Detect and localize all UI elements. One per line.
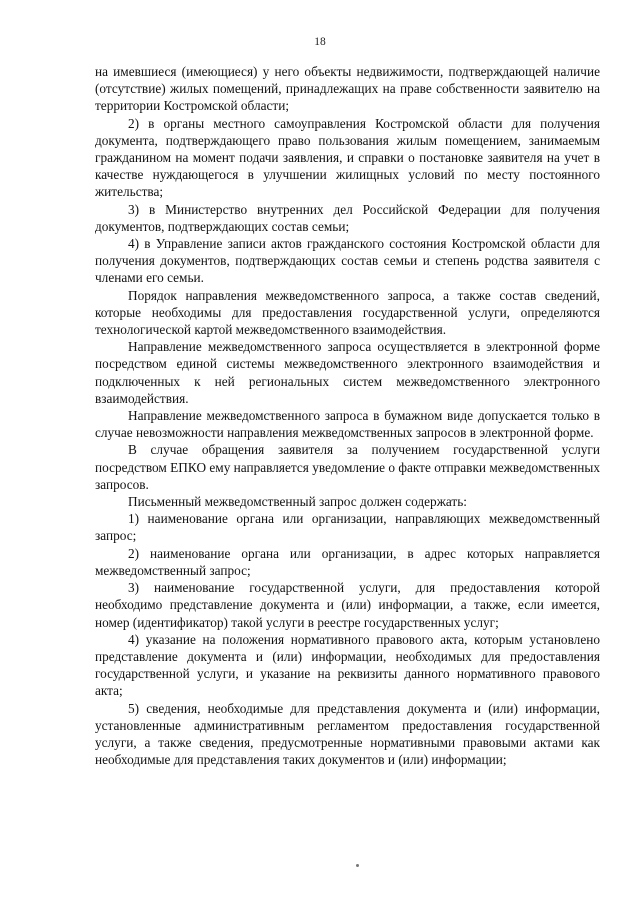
paragraph: 2) в органы местного самоуправления Костромской области для получения документа, подтверждающего право пользования жилым помещением, занимаемым гражданином на момент подачи заявления, и справки о постановке заявителя на учет в качестве нуждающегося в улучшении жилищных условий по месту постоянного жительства; [95, 115, 600, 200]
paragraph: Письменный межведомственный запрос должен содержать: [128, 494, 468, 510]
list-item: 2) наименование органа или организации, в адрес которых направляется межведомственный запрос; [95, 545, 600, 578]
list-item: 3) наименование государственной услуги, для предоставления которой необходимо представление документа и (или) информации, а также, если имеется, номер (идентификатор) такой услуги в реестре государственных услуг; [95, 580, 600, 630]
paragraph: Порядок направления межведомственного запроса, а также состав сведений, которые необходимы для предоставления государственной услуги, определяются технологической картой межведомственного взаимодействия. [95, 287, 600, 338]
document-body [95, 63, 600, 768]
page-number: 18 [314, 36, 326, 48]
list-item: 5) сведения, необходимые для представления документа и (или) информации, установленные административным регламентом предоставления государственной услуги, а также сведения, предусмотренные нормативными правовыми актами как необходимые для представления таких документов и (или) информации; [95, 700, 600, 768]
paragraph: Направление межведомственного запроса осуществляется в электронной форме посредством единой системы межведомственного электронного взаимодействия и подключенных к ней региональных систем межведомственного электронного взаимодействия. [95, 339, 600, 406]
list-item: 1) наименование органа или организации, направляющих межведомственный запрос; [95, 511, 600, 544]
paragraph: 3) в Министерство внутренних дел Российской Федерации для получения документов, подтверждающих состав семьи; [95, 201, 600, 234]
list-item: 4) указание на положения нормативного правового акта, которым установлено представление документа и (или) информации, необходимых для предоставления государственной услуги, и указание на реквизиты данного нормативного правового акта; [95, 631, 600, 699]
paragraph: на имевшиеся (имеющиеся) у него объекты недвижимости, подтверждающей наличие (отсутствие) жилых помещений, принадлежащих на праве собственности заявителю на территории Костромской области; [95, 64, 600, 114]
scan-artifact [356, 864, 359, 867]
paragraph: 4) в Управление записи актов гражданского состояния Костромской области для получения документов, подтверждающих состав семьи и степень родства заявителя с членами его семьи. [95, 236, 600, 286]
paragraph: Направление межведомственного запроса в бумажном виде допускается только в случае невозможности направления межведомственных запросов в электронной форме. [95, 408, 600, 441]
paragraph: В случае обращения заявителя за получением государственной услуги посредством ЕПКО ему направляется уведомление о факте отправки межведомственных запросов. [95, 442, 600, 492]
